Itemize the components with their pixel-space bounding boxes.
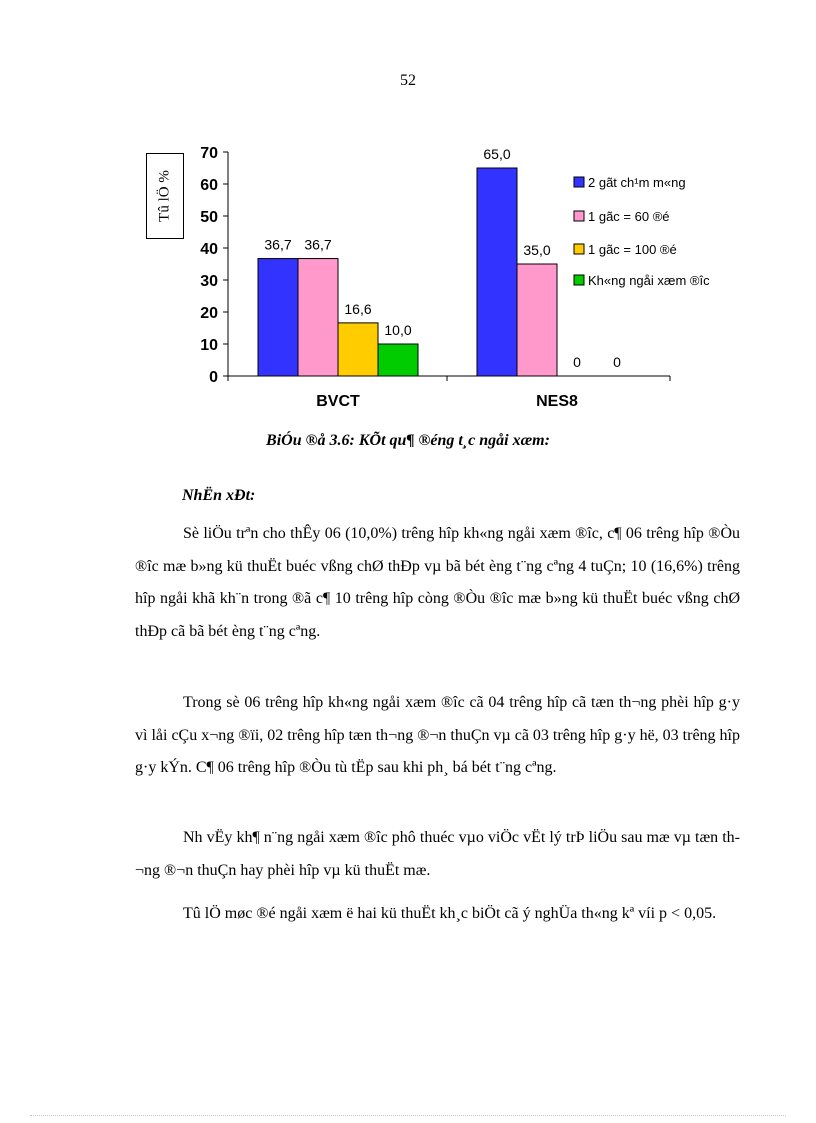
paragraph-3: Nh vËy kh¶ n¨ng ngåi xæm ®îc phô thuéc vµo viÖc vËt lý trÞ liÖu sau mæ vµ tæn th¬ng ®¬n thuÇn hay phèi hîp vµ kü thuËt mæ. bbox=[135, 829, 740, 879]
y-tick-label: 40 bbox=[200, 241, 218, 258]
paragraph-2: Trong sè 06 trêng hîp kh«ng ngåi xæm ®îc cã 04 trêng hîp cã tæn th¬ng phèi hîp g·y vì låi cÇu x¬ng ®ïi, 02 trêng hîp tæn th¬ng ®¬n thuÇn vµ cã 03 trêng hîp g·y hë, 03 trêng hîp g·y kÝn. C¶ 06 trêng hîp ®Òu tù tËp sau khi ph¸ bá bét t¨ng cªng. bbox=[135, 694, 740, 776]
legend-label: Kh«ng ngåi xæm ®îc bbox=[588, 273, 710, 288]
legend-swatch bbox=[574, 211, 584, 221]
section-heading: NhËn xÐt: bbox=[182, 487, 256, 504]
legend-swatch bbox=[574, 177, 584, 187]
bar-chart bbox=[140, 130, 760, 420]
bar-data-label: 65,0 bbox=[483, 146, 511, 162]
paragraph-1: Sè liÖu trªn cho thÊy 06 (10,0%) trêng hîp kh«ng ngåi xæm ®îc, c¶ 06 trêng hîp ®Òu ®îc mæ b»ng kü thuËt buéc vßng chØ thÐp vµ bã bét èng t¨ng cªng 4 tuÇn; 10 (16,6%) trêng hîp ngåi khã kh¨n trong ®ã c¶ 10 trêng hîp còng ®Òu ®îc mæ b»ng kü thuËt buéc vßng chØ thÐp cã bã bét èng t¨ng cªng. bbox=[135, 525, 740, 640]
legend-label: 1 gãc = 60 ®é bbox=[588, 209, 670, 224]
bar-data-label: 10,0 bbox=[384, 322, 412, 338]
bar-data-label: 36,7 bbox=[304, 236, 332, 253]
bar bbox=[338, 323, 378, 376]
figure-caption: BiÓu ®å 3.6: KÕt qu¶ ®éng t¸c ngåi xæm: bbox=[266, 432, 550, 449]
legend-label: 2 gãt ch¹m m«ng bbox=[588, 175, 686, 190]
legend-swatch bbox=[574, 275, 584, 285]
y-axis-label-box bbox=[146, 153, 184, 239]
y-tick-label: 30 bbox=[200, 273, 218, 290]
footer-divider bbox=[30, 1115, 786, 1116]
y-tick-label: 20 bbox=[200, 305, 218, 322]
y-axis-label: Tû lÖ % bbox=[156, 170, 173, 222]
bar bbox=[258, 259, 298, 376]
y-tick-label: 0 bbox=[209, 369, 218, 386]
bar-data-label: 35,0 bbox=[523, 242, 551, 258]
y-tick-label: 70 bbox=[200, 145, 218, 162]
bar bbox=[378, 344, 418, 376]
page-number: 52 bbox=[400, 72, 416, 89]
y-tick-label: 10 bbox=[200, 337, 218, 354]
bar bbox=[517, 264, 557, 376]
bar-data-label: 36,7 bbox=[264, 236, 292, 253]
y-tick-label: 60 bbox=[200, 177, 218, 194]
bar bbox=[298, 259, 338, 376]
x-category-label: NES8 bbox=[536, 393, 578, 410]
x-category-label: BVCT bbox=[316, 393, 360, 410]
y-tick-label: 50 bbox=[200, 209, 218, 226]
paragraph-4: Tû lÖ møc ®é ngåi xæm ë hai kü thuËt kh¸c biÖt cã ý nghÜa th«ng kª víi p < 0,05. bbox=[183, 905, 717, 922]
legend-label: 1 gãc = 100 ®é bbox=[588, 242, 677, 257]
bar-data-label: 16,6 bbox=[344, 300, 372, 317]
legend-swatch bbox=[574, 244, 584, 254]
bar-data-label: 0 bbox=[573, 354, 581, 370]
bar bbox=[477, 168, 517, 376]
bar-data-label: 0 bbox=[613, 354, 621, 370]
